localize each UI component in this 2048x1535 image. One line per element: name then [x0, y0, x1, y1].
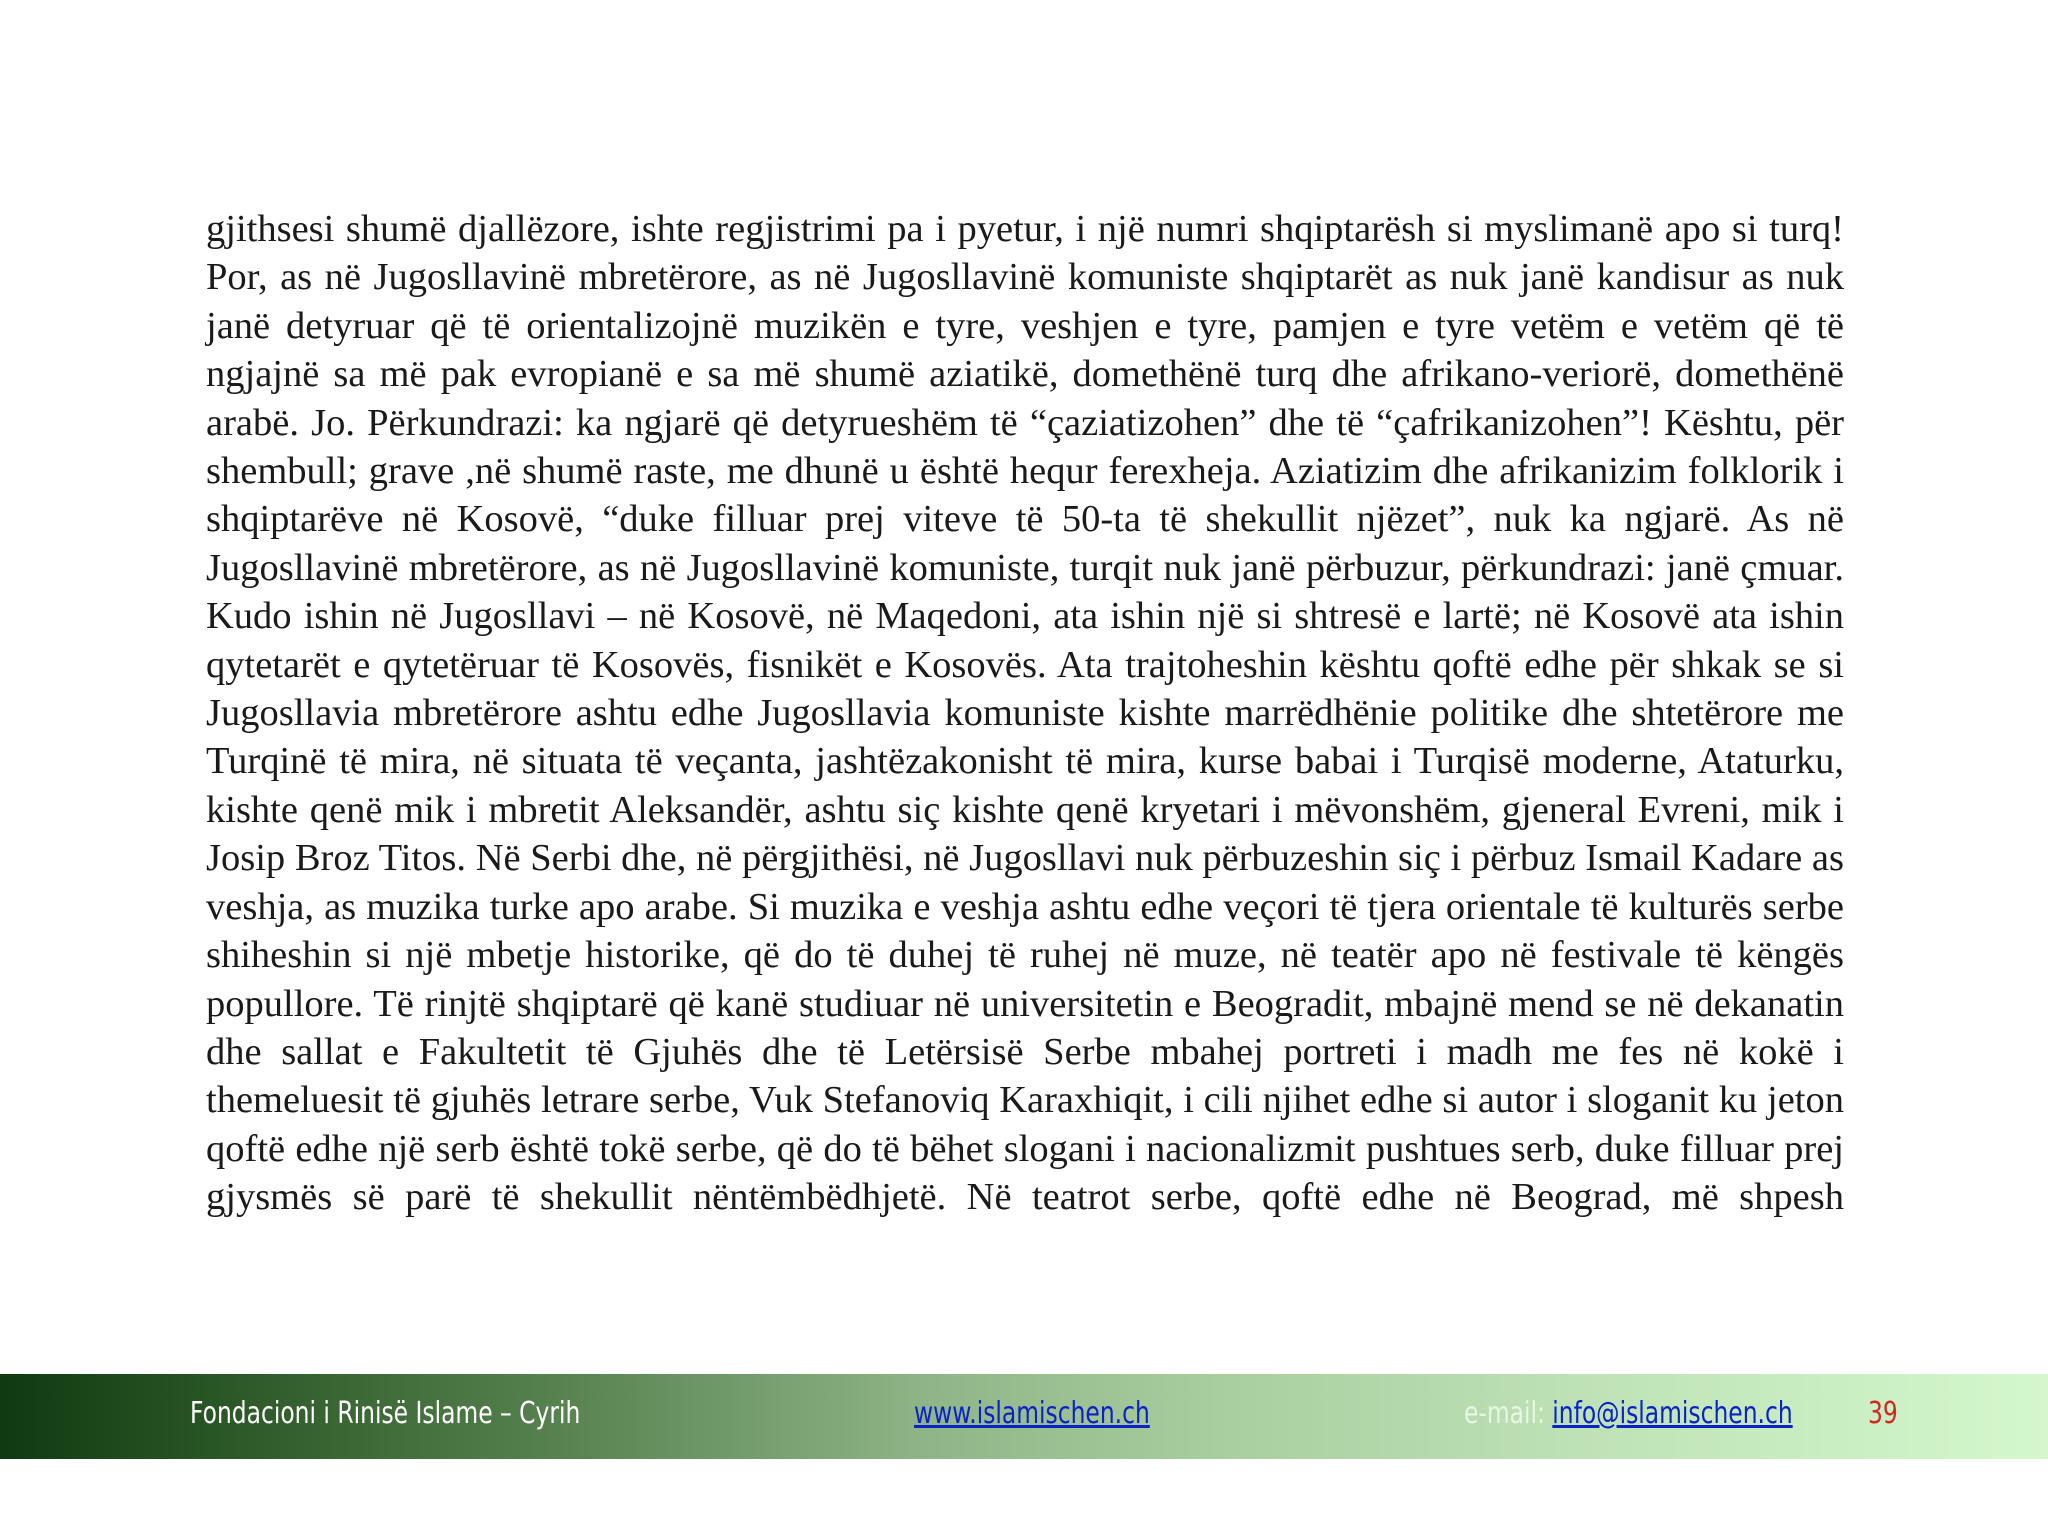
page-number: 39 [1868, 1396, 1898, 1431]
footer-bar [0, 1374, 2048, 1459]
body-paragraph: gjithsesi shumë djallëzore, ishte regjistrimi pa i pyetur, i një numri shqiptarësh si myslimanë apo si turq! Por, as në Jugosllavinë mbretërore, as në Jugosllavinë komuniste shqiptarët as nuk janë kandisur as nuk janë detyruar që të orientalizojnë muzikën e tyre, veshjen e tyre, pamjen e tyre vetëm e vetëm që të ngjajnë sa më pak evropianë e sa më shumë aziatikë, domethënë turq dhe afrikano-veriorë, domethënë arabë. Jo. Përkundrazi: ka ngjarë që detyrueshëm të “çaziatizohen” dhe të “çafrikanizohen”! Kështu, për shembull; grave ,në shumë raste, me dhunë u është hequr ferexheja. Aziatizim dhe afrikanizim folklorik i shqiptarëve në Kosovë, “duke filluar prej viteve të 50-ta të shekullit njëzet”, nuk ka ngjarë. As në Jugosllavinë mbretërore, as në Jugosllavinë komuniste, turqit nuk janë përbuzur, përkundrazi: janë çmuar. Kudo ishin në Jugosllavi – në Kosovë, në Maqedoni, ata ishin një si shtresë e lartë; në Kosovë ata ishin qytetarët e qytetëruar të Kosovës, fisnikët e Kosovës. Ata trajtoheshin kështu qoftë edhe për shkak se si Jugosllavia mbretërore ashtu edhe Jugosllavia komuniste kishte marrëdhënie politike dhe shtetërore me Turqinë të mira, në situata të veçanta, jashtëzakonisht të mira, kurse babai i Turqisë moderne, Ataturku, kishte qenë mik i mbretit Aleksandër, ashtu siç kishte qenë kryetari i mëvonshëm, gjeneral Evreni, mik i Josip Broz Titos. Në Serbi dhe, në përgjithësi, në Jugosllavi nuk përbuzeshin siç i përbuz Ismail Kadare as veshja, as muzika turke apo arabe. Si muzika e veshja ashtu edhe veçori të tjera orientale të kulturës serbe shiheshin si një mbetje historike, që do të duhej të ruhej në muze, në teatër apo në festivale të këngës popullore. Të rinjtë shqiptarë që kanë studiuar në universitetin e Beogradit, mbajnë mend se në dekanatin dhe sallat e Fakultetit të Gjuhës dhe të Letërsisë Serbe mbahej portreti i madh me fes në kokë i themeluesit të gjuhës letrare serbe, Vuk Stefanoviq Karaxhiqit, i cili njihet edhe si autor i sloganit ku jeton qoftë edhe një serb është tokë serbe, që do të bëhet slogani i nacionalizmit pushtues serb, duke filluar prej gjysmës së parë të shekullit nëntëmbëdhjetë. Në teatrot serbe, qoftë edhe në Beograd, më shpesh [206, 208, 1844, 1219]
footer-email [1464, 1396, 1793, 1431]
footer-email-label: e-mail: [1464, 1396, 1553, 1431]
footer-organization: Fondacioni i Rinisë Islame – Cyrih [190, 1396, 581, 1431]
footer-website-link[interactable]: www.islamischen.ch [914, 1396, 1150, 1431]
footer-email-link[interactable]: info@islamischen.ch [1552, 1396, 1793, 1431]
